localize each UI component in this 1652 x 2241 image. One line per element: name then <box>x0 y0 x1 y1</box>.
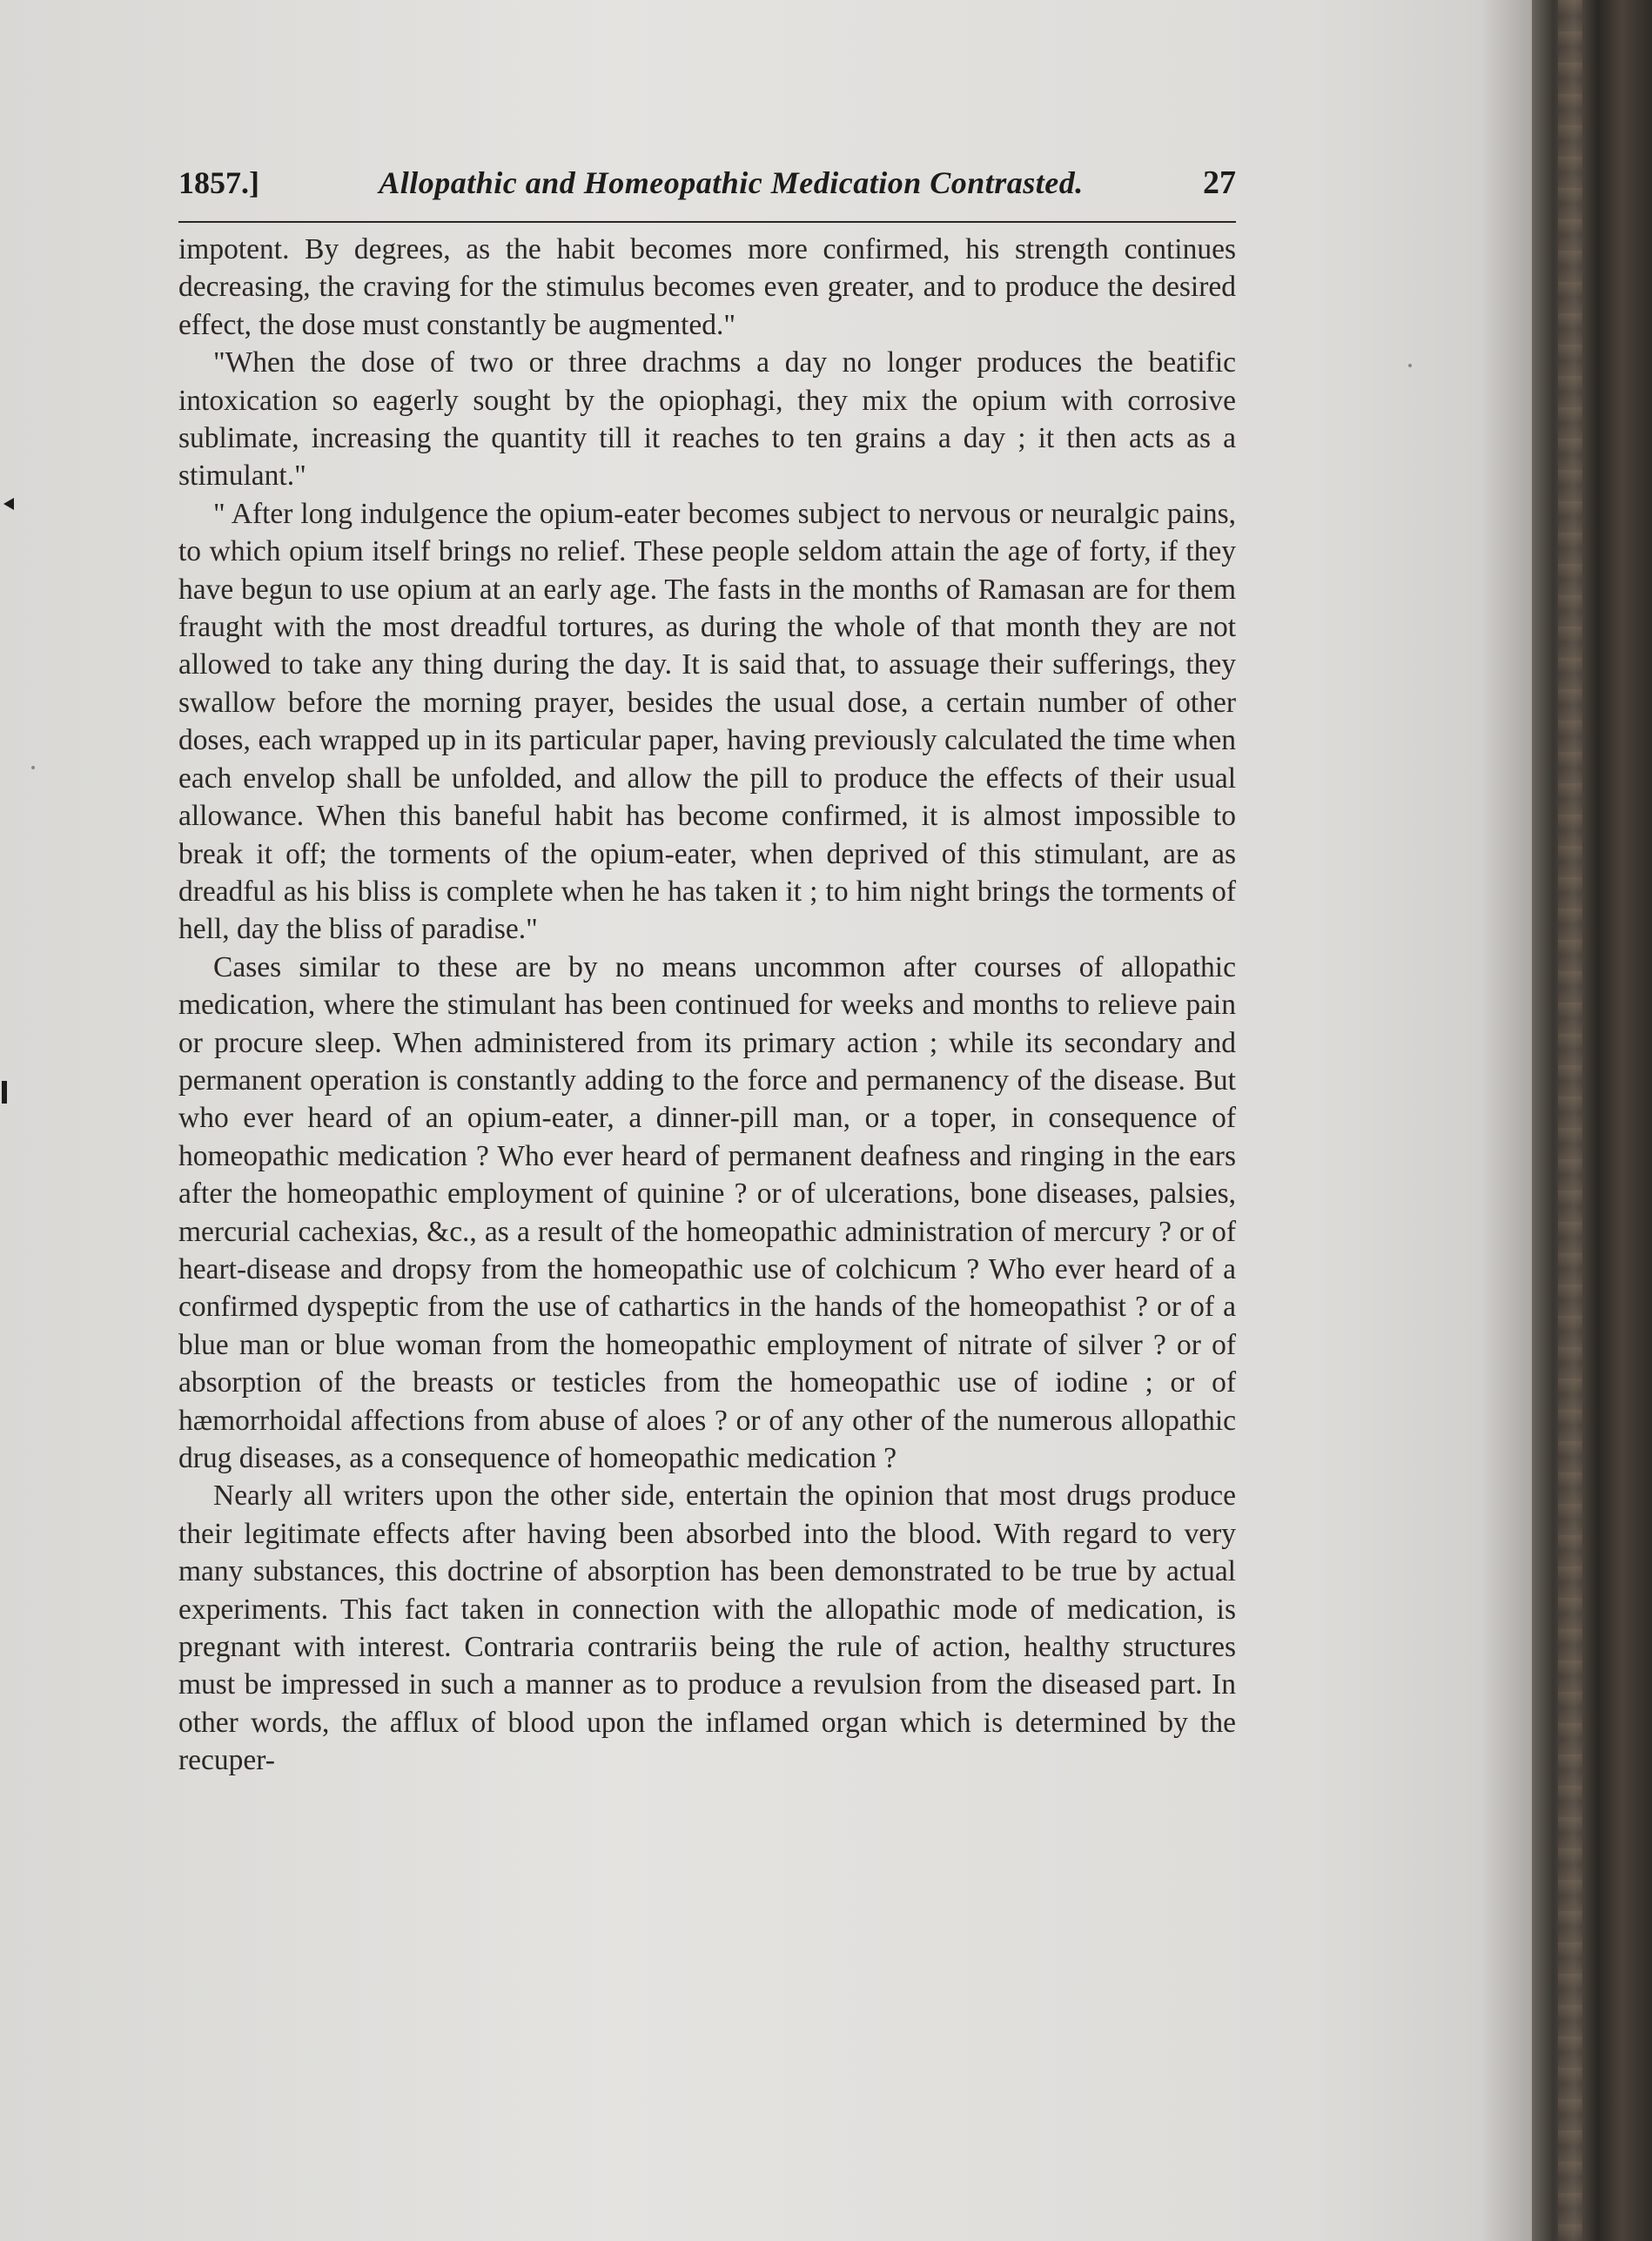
paragraph: Cases similar to these are by no means uncommon after courses of allopathic medication, where the stimulant has been continued for weeks and months to relieve pain or procure sleep. When administered from its primary action ; while its secondary and permanent operation is constantly adding to the force and permanency of the disease. But who ever heard of an opium-eater, a dinner-pill man, or a toper, in consequence of homeopathic medication ? Who ever heard of permanent deafness and ringing in the ears after the homeopathic employment of quinine ? or of ulcerations, bone diseases, palsies, mercurial cachexias, &c., as a result of the homeopathic administration of mercury ? or of heart-disease and dropsy from the homeopathic use of colchicum ? Who ever heard of a confirmed dyspeptic from the use of cathartics in the hands of the homeopathist ? or of a blue man or blue woman from the homeopathic employment of nitrate of silver ? or of absorption of the breasts or testicles from the homeopathic use of iodine ; or of hæmorrhoidal affections from abuse of aloes ? or of any other of the numerous allopathic drug diseases, as a consequence of homeopathic medication ? <box>178 950 1236 1474</box>
body-text <box>178 231 1236 1780</box>
book-binding-edge <box>1532 0 1652 2241</box>
margin-mark <box>3 498 14 510</box>
page-speck <box>31 766 35 769</box>
running-head <box>178 164 1236 216</box>
running-head-year: 1857.] <box>178 165 259 200</box>
page-number: 27 <box>1203 164 1236 201</box>
header-rule <box>178 221 1236 223</box>
paragraph: "When the dose of two or three drachms a day no longer produces the beatific intoxication so eagerly sought by the opiophagi, they mix the opium with corrosive sublimate, increasing the quantity till it reaches to ten grains a day ; it then acts as a stimulant." <box>178 346 1236 493</box>
paragraph: " After long indulgence the opium-eater becomes subject to nervous or neuralgic pains, to which opium itself brings no relief. These people seldom attain the age of forty, if they have begun to use opium at an early age. The fasts in the months of Ramasan are for them fraught with the most dreadful tortures, as during the whole of that month they are not allowed to take any thing during the day. It is said that, to assuage their sufferings, they swallow before the morning prayer, besides the usual dose, a certain number of other doses, each wrapped up in its particular paper, having previously calculated the time when each envelop shall be unfolded, and allow the pill to produce the effects of their usual allowance. When this baneful habit has become confirmed, it is almost impossible to break it off; the torments of the opium-eater, when deprived of this stimulant, are as dreadful as his bliss is complete when he has taken it ; to him night brings the torments of hell, day the bliss of paradise." <box>178 497 1236 946</box>
running-head-title: Allopathic and Homeopathic Medication Contrasted. <box>379 165 1084 200</box>
paragraph: Nearly all writers upon the other side, entertain the opinion that most drugs produce their legitimate effects after having been absorbed into the blood. With regard to very many substances, this doctrine of absorption has been demonstrated to be true by actual experiments. This fact taken in connection with the allopathic mode of medication, is pregnant with interest. Contraria contrariis being the rule of action, healthy structures must be impressed in such a manner as to produce a revulsion from the diseased part. In other words, the afflux of blood upon the inflamed organ which is determined by the recuper- <box>178 1479 1236 1777</box>
page-speck <box>1408 364 1412 367</box>
paragraph: impotent. By degrees, as the habit becomes more confirmed, his strength continues decreasing, the craving for the stimulus becomes even greater, and to produce the desired effect, the dose must constantly be augmented." <box>178 233 1236 341</box>
margin-mark <box>2 1081 7 1104</box>
page-gutter-shadow <box>1480 0 1532 2241</box>
